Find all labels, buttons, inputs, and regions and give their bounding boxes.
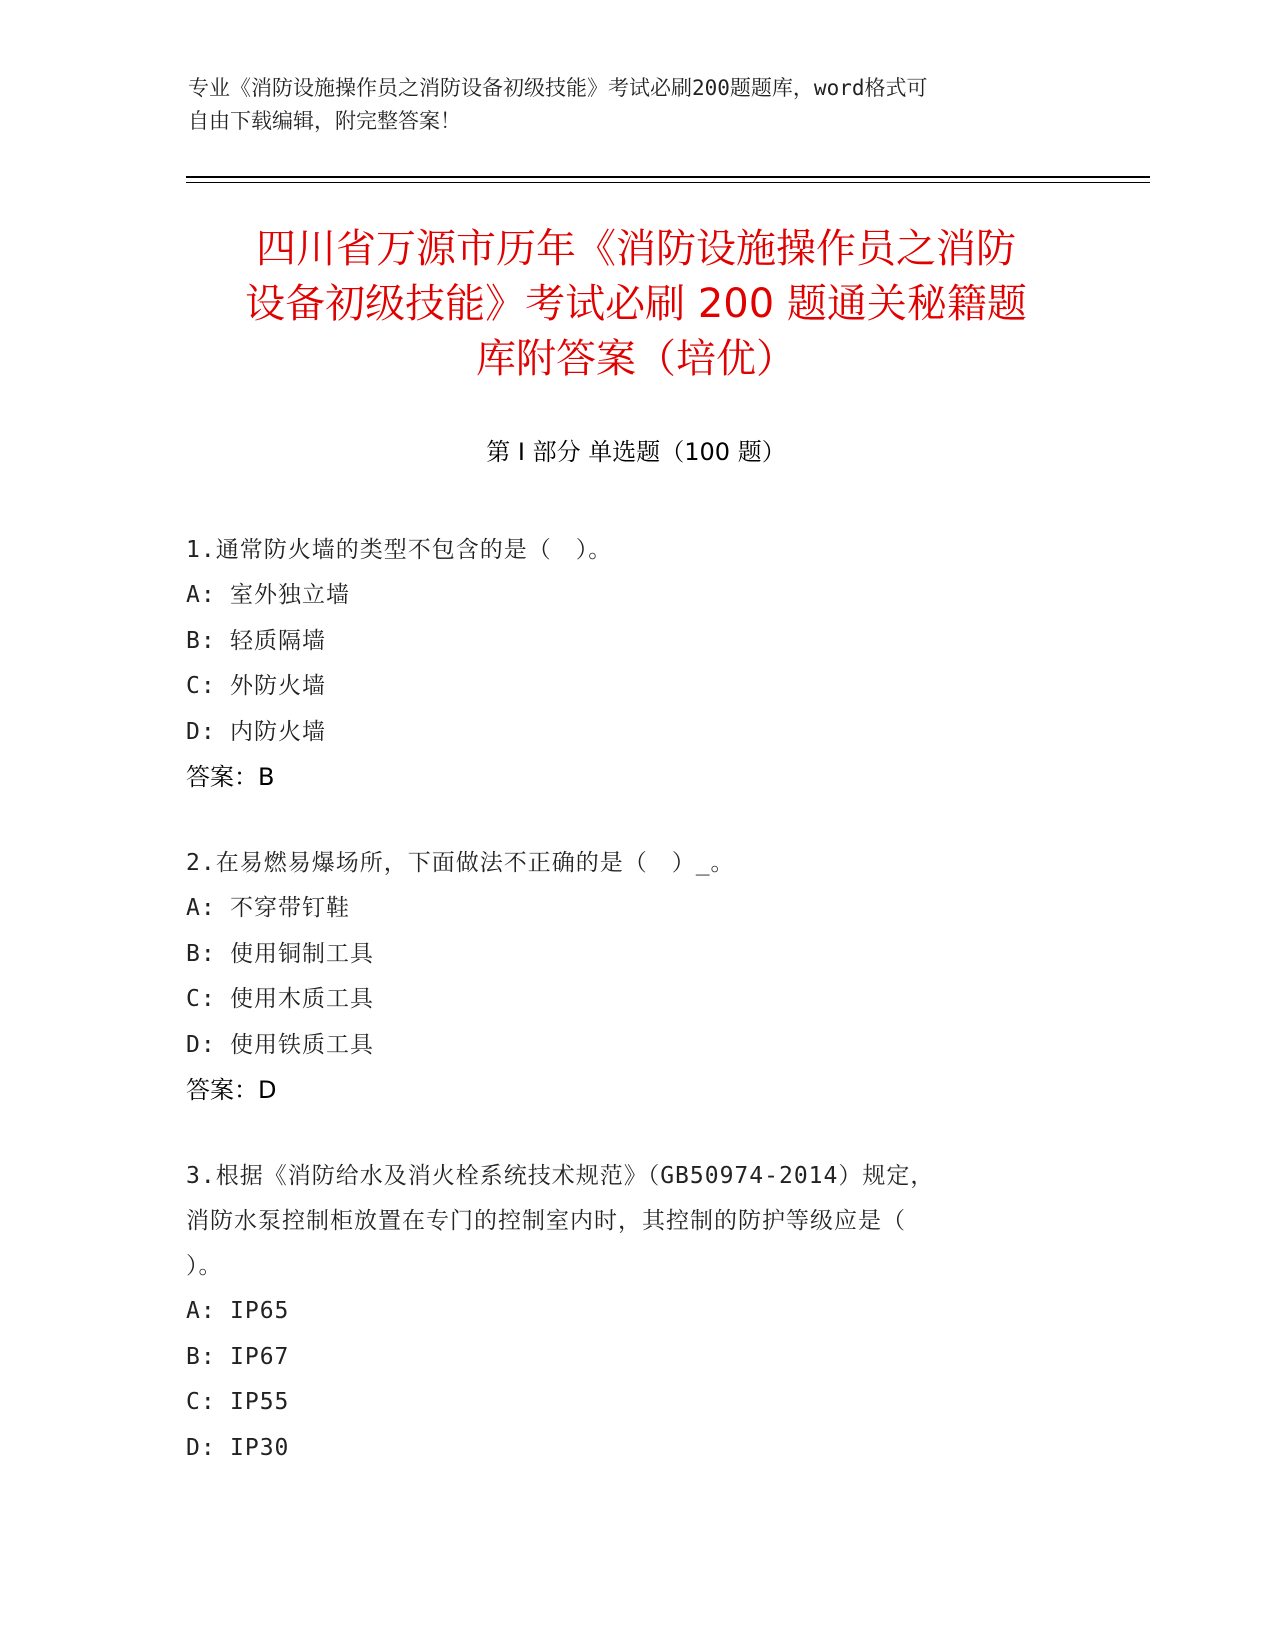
- option-a: [186, 1289, 1086, 1335]
- answer-text: 答案：B: [186, 763, 275, 791]
- option-b: [186, 619, 1086, 665]
- option-letter: B:: [186, 627, 216, 654]
- option-letter: A:: [186, 1298, 216, 1324]
- option-letter: B:: [186, 940, 216, 967]
- option-letter: D:: [186, 1031, 216, 1058]
- option-d: [186, 1023, 1086, 1069]
- option-text: IP55: [230, 1389, 290, 1415]
- option-text: 轻质隔墙: [230, 627, 326, 654]
- question-3: [186, 1154, 1086, 1471]
- option-text: 使用铁质工具: [230, 1031, 374, 1058]
- question-stem: 1.通常防火墙的类型不包含的是（ ）。: [186, 537, 613, 563]
- option-text: 使用木质工具: [230, 986, 374, 1012]
- document-title: [186, 222, 1086, 387]
- option-b: [186, 1335, 1086, 1381]
- option-b: [186, 932, 1086, 978]
- question-list: [186, 528, 1086, 1512]
- question-stem: ）。: [186, 1253, 223, 1279]
- option-text: IP30: [230, 1434, 290, 1461]
- document-title-line: 四川省万源市历年《消防设施操作员之消防: [256, 226, 1016, 272]
- option-d: [186, 1426, 1086, 1472]
- option-letter: A:: [186, 895, 216, 921]
- option-text: 使用铜制工具: [230, 940, 374, 967]
- question-stem: 消防水泵控制柜放置在专门的控制室内时，其控制的防护等级应是（: [186, 1208, 906, 1234]
- option-letter: D:: [186, 718, 216, 745]
- option-c: [186, 977, 1086, 1023]
- section-heading: 第 I 部分 单选题（100 题）: [486, 438, 786, 466]
- option-text: 内防火墙: [230, 718, 326, 745]
- header-note-line: 自由下载编辑，附完整答案！: [188, 109, 461, 133]
- question-stem: 3.根据《消防给水及消火栓系统技术规范》（GB50974-2014）规定，: [186, 1163, 935, 1189]
- header-divider-thin: [186, 182, 1150, 183]
- option-text: 室外独立墙: [230, 582, 350, 608]
- document-title-line: 库附答案（培优）: [476, 336, 796, 382]
- option-text: IP65: [230, 1298, 290, 1324]
- option-text: 外防火墙: [230, 673, 326, 699]
- option-a: [186, 886, 1086, 932]
- option-a: [186, 573, 1086, 619]
- question-1: [186, 528, 1086, 800]
- option-text: 不穿带钉鞋: [230, 895, 350, 921]
- option-letter: B:: [186, 1343, 216, 1370]
- header-divider-thick: [186, 176, 1150, 178]
- option-text: IP67: [230, 1343, 290, 1370]
- answer-text: 答案：D: [186, 1076, 277, 1104]
- option-d: [186, 710, 1086, 756]
- option-letter: C:: [186, 673, 216, 699]
- option-letter: D:: [186, 1434, 216, 1461]
- question-2: [186, 841, 1086, 1113]
- option-letter: A:: [186, 582, 216, 608]
- document-title-line: 设备初级技能》考试必刷 200 题通关秘籍题: [245, 281, 1027, 327]
- option-c: [186, 1380, 1086, 1426]
- header-note-line: 专业《消防设施操作员之消防设备初级技能》考试必刷200题题库，word格式可: [188, 76, 928, 100]
- option-letter: C:: [186, 986, 216, 1012]
- question-stem: 2.在易燃易爆场所，下面做法不正确的是（ ）_。: [186, 850, 735, 876]
- option-letter: C:: [186, 1389, 216, 1415]
- header-note: [188, 72, 1088, 138]
- option-c: [186, 664, 1086, 710]
